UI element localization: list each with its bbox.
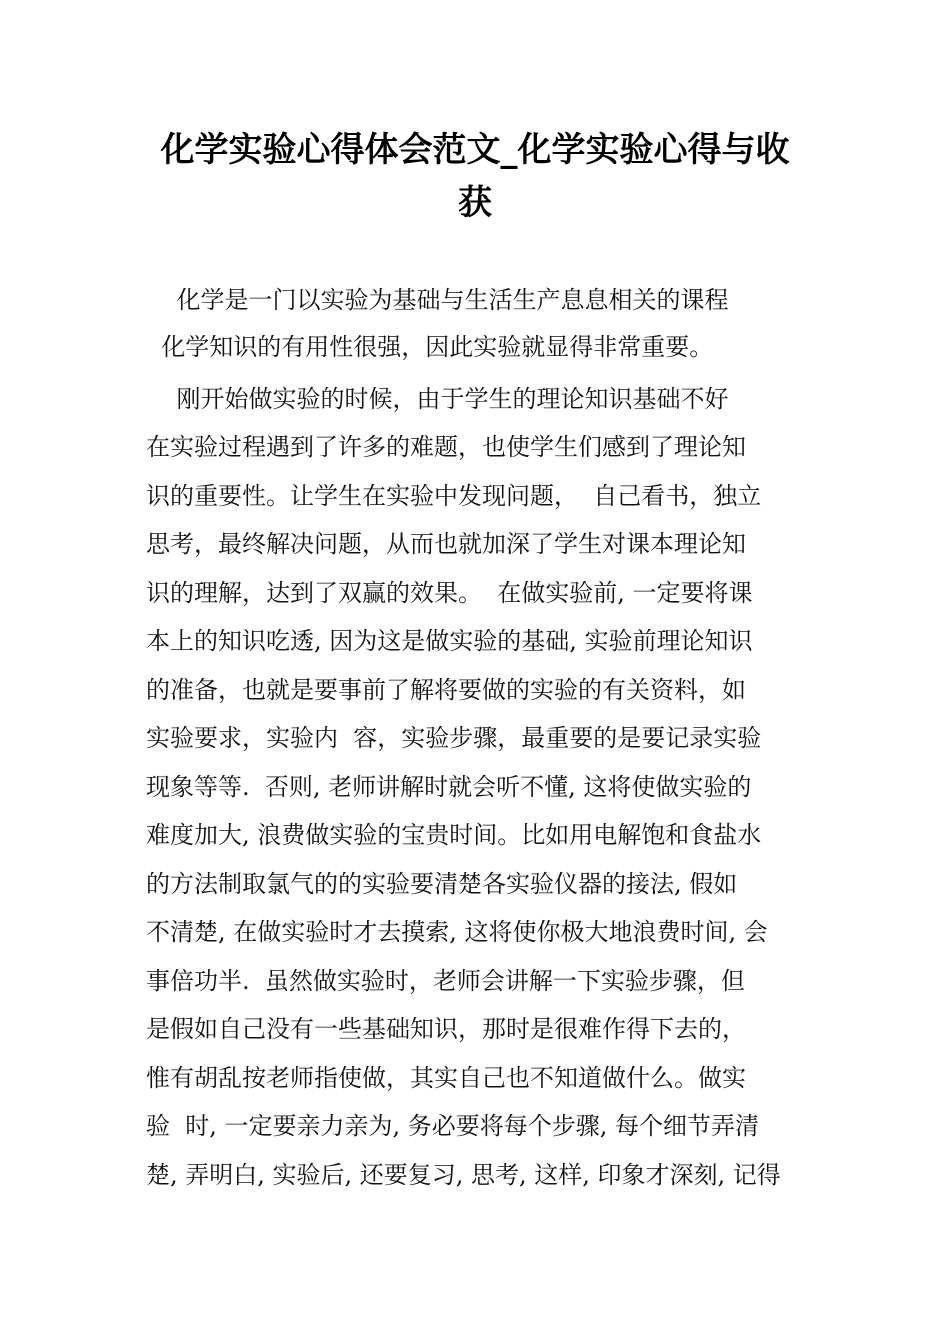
title-line-2: 获	[458, 183, 492, 223]
text-line: 是假如自己没有一些基础知识，那时是很难作得下去的，	[146, 1015, 746, 1043]
text-line: 难度加大, 浪费做实验的宝贵时间。比如用电解饱和食盐水	[146, 821, 762, 849]
text-line: 在实验过程遇到了许多的难题，也使学生们感到了理论知	[146, 433, 746, 461]
text-line: 刚开始做实验的时候，由于学生的理论知识基础不好	[146, 384, 729, 413]
text-line: 现象等等. 否则, 老师讲解时就会听不懂, 这将使做实验的	[146, 772, 752, 801]
text-line: 的方法制取氯气的的实验要清楚各实验仪器的接法, 假如	[146, 869, 738, 898]
text-line: 识的理解，达到了双赢的效果。 在做实验前, 一定要将课	[146, 578, 753, 607]
text-line: 化学是一门以实验为基础与生活生产息息相关的课程	[146, 286, 729, 314]
text-line: 验 时, 一定要亲力亲为, 务必要将每个步骤, 每个细节弄清	[146, 1112, 760, 1140]
title-line-1: 化学实验心得体会范文_化学实验心得与收	[160, 130, 790, 170]
text-line: 不清楚, 在做实验时才去摸索, 这将使你极大地浪费时间, 会	[146, 918, 768, 946]
page-title	[80, 124, 870, 230]
text-line: 惟有胡乱按老师指使做，其实自己也不知道做什么。做实	[146, 1063, 746, 1092]
body-text	[146, 276, 810, 1199]
text-line: 本上的知识吃透, 因为这是做实验的基础, 实验前理论知识	[146, 627, 753, 655]
text-line: 思考，最终解决问题，从而也就加深了学生对课本理论知	[146, 530, 746, 558]
text-line: 实验要求，实验内 容，实验步骤，最重要的是要记录实验	[146, 724, 762, 752]
text-line: 识的重要性。让学生在实验中发现问题， 自己看书，独立	[146, 481, 762, 510]
text-line: 事倍功半. 虽然做实验时，老师会讲解一下实验步骤，但	[146, 966, 745, 995]
text-line: 的准备，也就是要事前了解将要做的实验的有关资料，如	[146, 675, 746, 704]
text-line: 楚, 弄明白, 实验后, 还要复习, 思考, 这样, 印象才深刻, 记得	[146, 1160, 781, 1189]
text-line: 化学知识的有用性很强，因此实验就显得非常重要。	[146, 332, 714, 361]
